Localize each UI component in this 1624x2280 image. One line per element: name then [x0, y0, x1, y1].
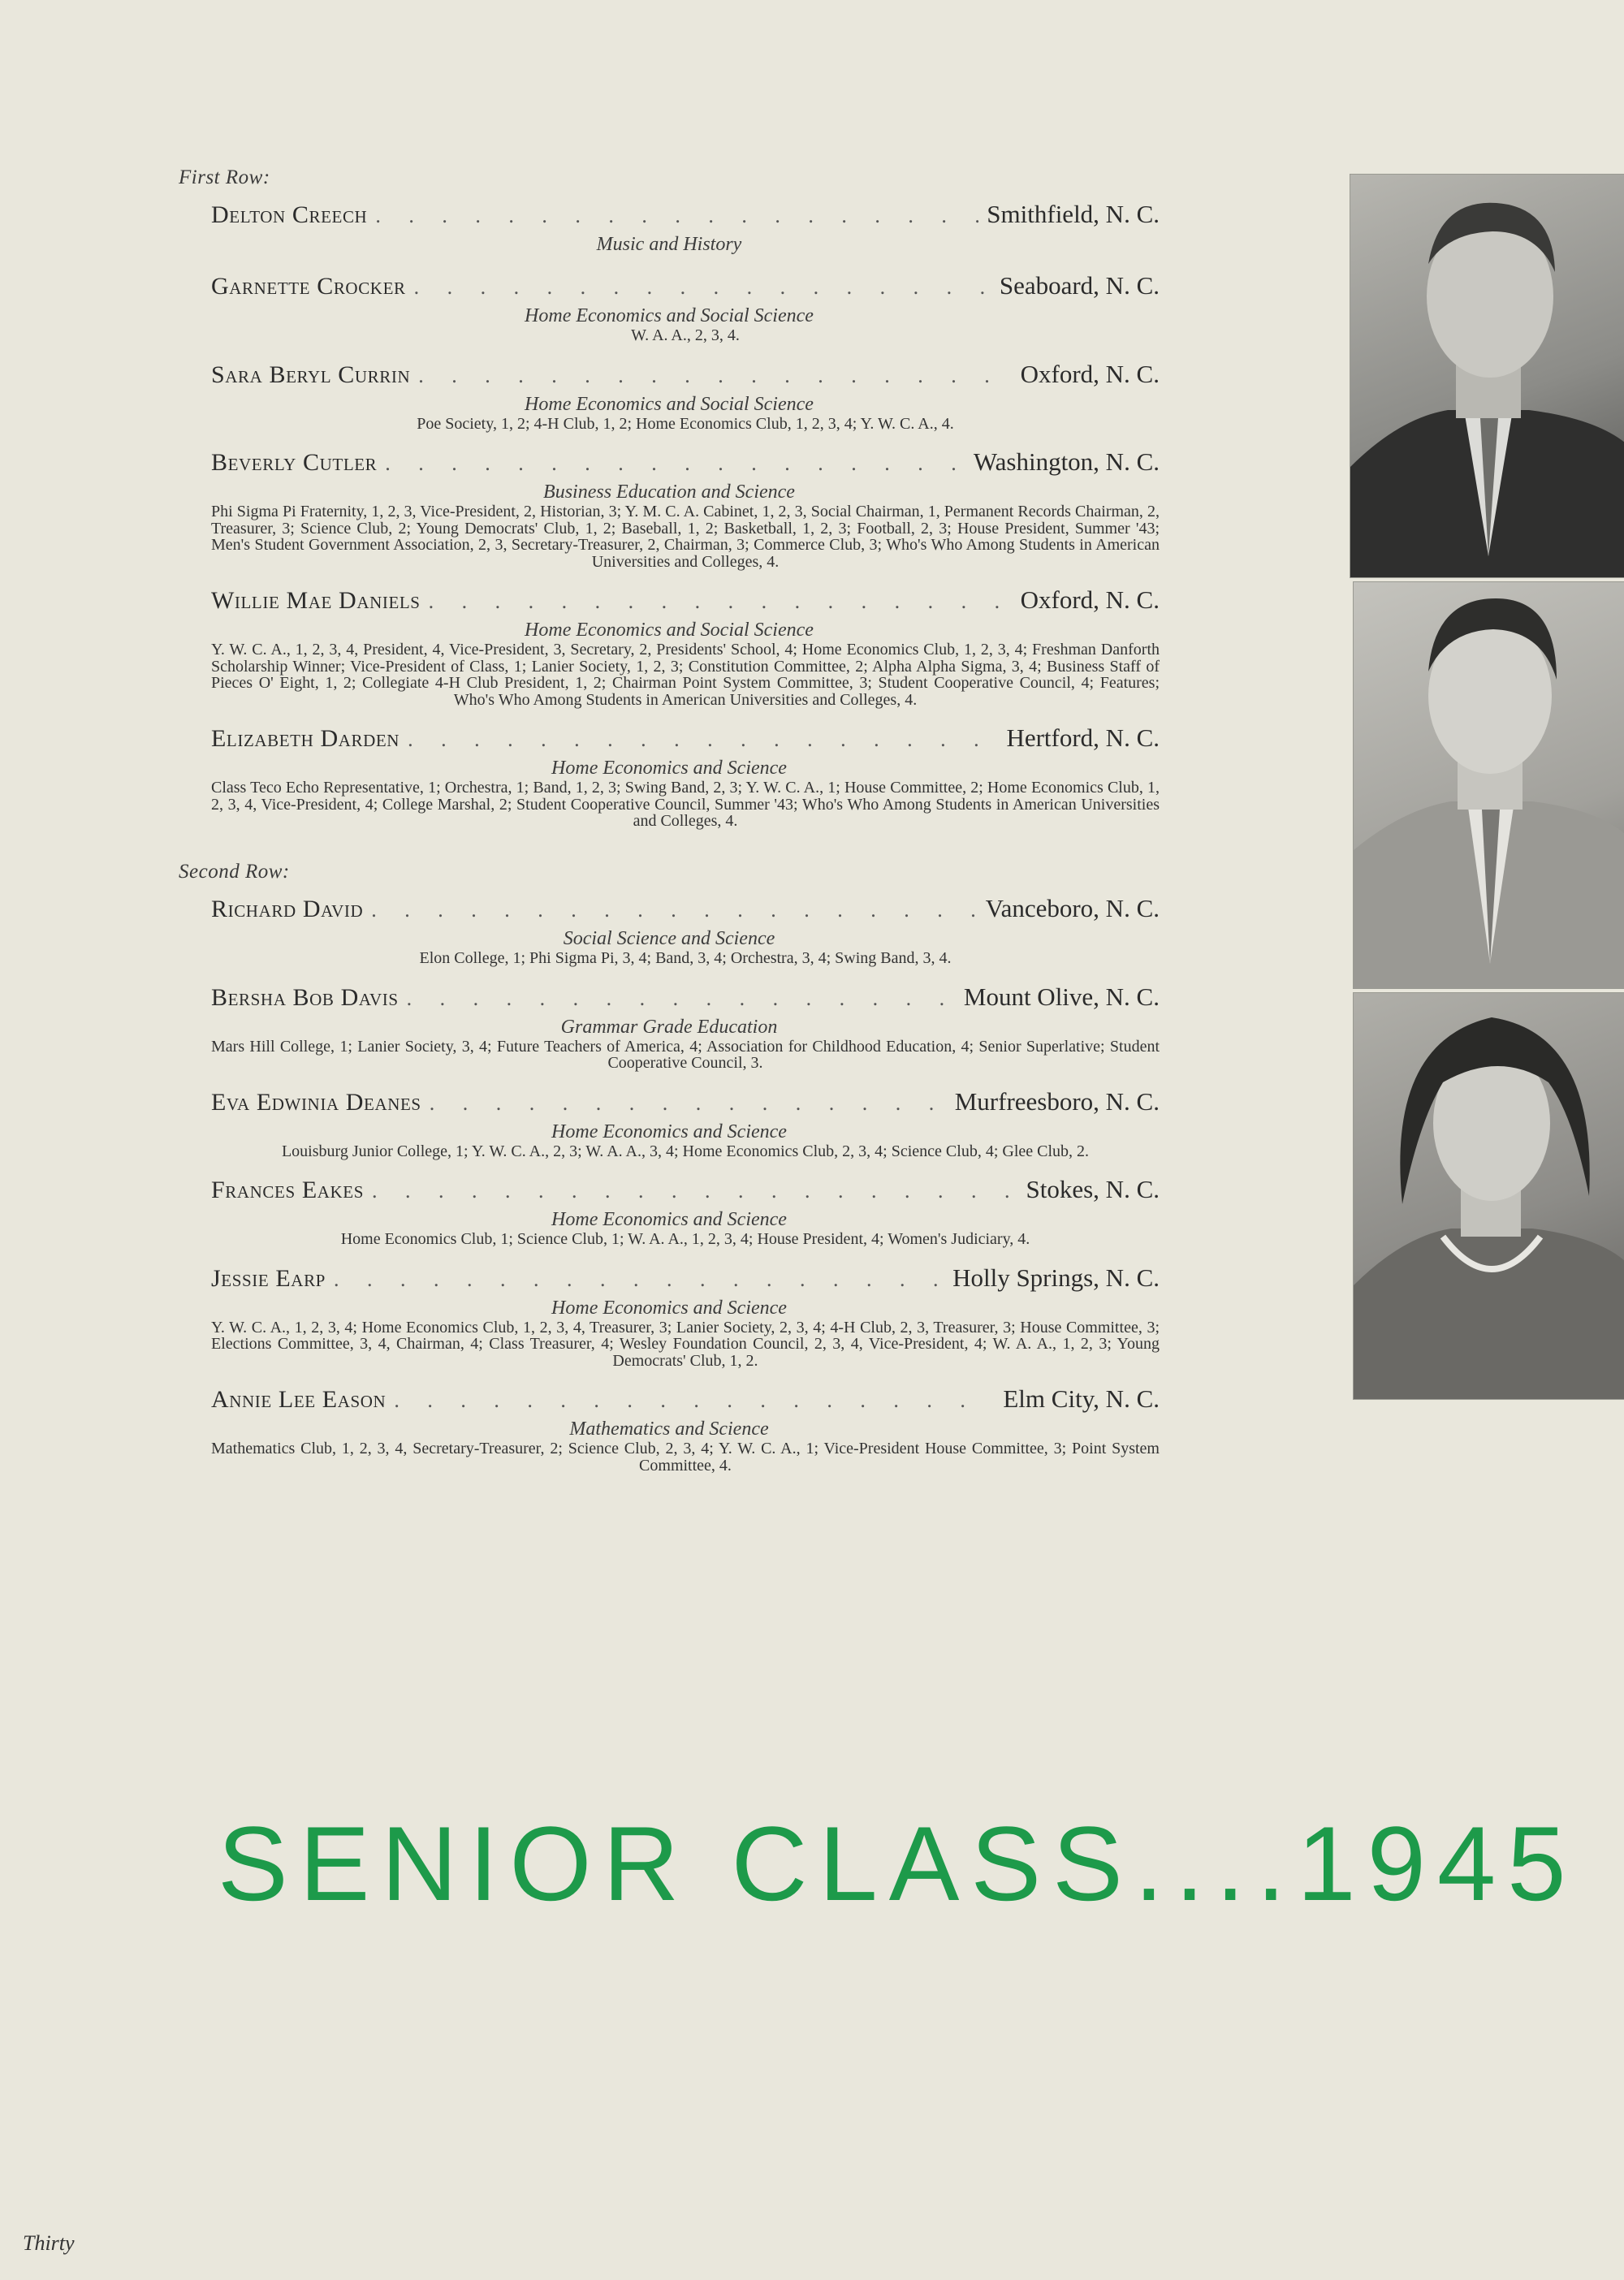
student-name: Eva Edwinia Deanes	[211, 1088, 421, 1116]
hometown: Hertford, N. C.	[1006, 723, 1160, 752]
name-line	[179, 199, 1160, 231]
hometown: Stokes, N. C.	[1026, 1175, 1160, 1203]
first-row-section	[179, 166, 1160, 844]
hometown: Oxford, N. C.	[1020, 585, 1160, 614]
hometown: Smithfield, N. C.	[987, 200, 1160, 228]
activities-list: Elon College, 1; Phi Sigma Pi, 3, 4; Band, 3, 4; Orchestra, 3, 4; Swing Band, 3, 4.	[419, 949, 952, 967]
student-name: Willie Mae Daniels	[211, 587, 421, 614]
senior-entry	[179, 585, 1160, 708]
name-line	[179, 1174, 1160, 1207]
portrait-man-icon	[1354, 582, 1624, 988]
major-subjects: Home Economics and Science	[551, 758, 787, 779]
senior-class-headline: SENIOR CLASS....1945	[218, 1804, 1578, 1923]
dot-leader	[372, 1176, 1018, 1207]
dot-leader	[408, 724, 998, 755]
activities-list: Y. W. C. A., 1, 2, 3, 4; Home Economics Club, 1, 2, 3, 4, Treasurer, 3; Lanier Society, 2, 3, 4; 4-H Club, 2, 3, Treasurer, 3; House Committee, 3; Elections Committee, 3, 4, Chairman, 4; Class Treasurer, 4; Wesley Foundation Council, 2, 3, 4, Vice-President, 4; W. A. A., 1, 2, 3; Young Democrats' Club, 1, 2.	[211, 1318, 1160, 1370]
name-line	[179, 447, 1160, 479]
senior-portrait-photo	[1353, 581, 1624, 989]
senior-entry	[179, 723, 1160, 830]
dot-leader	[414, 272, 991, 303]
name-line	[179, 982, 1160, 1014]
dot-leader	[430, 1088, 947, 1119]
dot-leader	[334, 1264, 944, 1295]
major-subjects: Home Economics and Social Science	[525, 305, 814, 326]
major-subjects: Mathematics and Science	[569, 1419, 769, 1440]
row-label: First Row:	[179, 166, 270, 188]
activities-list: Louisburg Junior College, 1; Y. W. C. A., 2, 3; W. A. A., 3, 4; Home Economics Club, 2, 3, 4; Science Club, 4; Glee Club, 2.	[281, 1142, 1090, 1160]
activities-list: Mars Hill College, 1; Lanier Society, 3, 4; Future Teachers of America, 4; Association for Childhood Education, 4; Senior Superlative; Student Cooperative Council, 3.	[211, 1037, 1160, 1072]
hometown: Holly Springs, N. C.	[952, 1263, 1160, 1292]
senior-entry	[179, 893, 1160, 967]
hometown: Washington, N. C.	[973, 447, 1160, 476]
portrait-man-icon	[1350, 175, 1624, 577]
activities-list: Phi Sigma Pi Fraternity, 1, 2, 3, Vice-President, 2, Historian, 3; Y. M. C. A. Cabinet, 1, 2, 3, Social Chairman, 1, Permanent Records Chairman, 2, Treasurer, 3; Science Club, 2; Young Democrats' Club, 1, 2; Baseball, 1, 2; Basketball, 1, 2, 3; Football, 2, 3; House President, Summer '43; Men's Student Government Association, 2, 3, Secretary-Treasurer, 2, Chairman, 3; Commerce Club, 3; Who's Who Among Students in American Universities and Colleges, 4.	[211, 503, 1160, 571]
major-subjects: Home Economics and Social Science	[525, 393, 814, 415]
activities-list: W. A. A., 2, 3, 4.	[631, 326, 740, 344]
dot-leader	[394, 1385, 995, 1416]
senior-entry	[179, 982, 1160, 1072]
student-name: Sara Beryl Currin	[211, 361, 411, 388]
major-subjects: Social Science and Science	[563, 928, 775, 949]
dot-leader	[418, 361, 1012, 391]
entry-list	[179, 199, 1160, 830]
name-line	[179, 585, 1160, 617]
senior-entry	[179, 447, 1160, 570]
hometown: Mount Olive, N. C.	[963, 982, 1160, 1011]
major-subjects: Music and History	[596, 234, 742, 255]
hometown: Elm City, N. C.	[1003, 1384, 1160, 1413]
hometown: Oxford, N. C.	[1020, 359, 1160, 388]
student-name: Delton Creech	[211, 201, 368, 228]
student-name: Frances Eakes	[211, 1177, 364, 1203]
name-line	[179, 359, 1160, 391]
dot-leader	[375, 201, 978, 231]
name-line	[179, 1086, 1160, 1119]
name-line	[179, 270, 1160, 303]
major-subjects: Home Economics and Science	[551, 1209, 787, 1230]
row-label: Second Row:	[179, 861, 290, 883]
hometown: Vanceboro, N. C.	[985, 894, 1160, 922]
entry-list	[179, 893, 1160, 1474]
activities-list: Poe Society, 1, 2; 4-H Club, 1, 2; Home Economics Club, 1, 2, 3, 4; Y. W. C. A., 4.	[417, 414, 954, 433]
student-name: Jessie Earp	[211, 1264, 326, 1292]
activities-list: Class Teco Echo Representative, 1; Orchestra, 1; Band, 1, 2, 3; Swing Band, 2, 3; Y. W. C. A., 1; House Committee, 2; Home Economics Club, 1, 2, 3, 4, Vice-President, 4; College Marshal, 2; Student Cooperative Council, Summer '43; Who's Who Among Students in American Universities and Colleges, 4.	[211, 779, 1160, 830]
student-name: Garnette Crocker	[211, 273, 406, 300]
senior-portrait-photo	[1353, 992, 1624, 1400]
hometown: Seaboard, N. C.	[999, 271, 1160, 300]
senior-portrait-photo	[1350, 174, 1624, 578]
senior-entry	[179, 270, 1160, 344]
senior-entry	[179, 1174, 1160, 1248]
activities-list: Mathematics Club, 1, 2, 3, 4, Secretary-Treasurer, 2; Science Club, 2, 3, 4; Y. W. C. A., 1; Vice-President House Committee, 3; Point System Committee, 4.	[211, 1440, 1160, 1475]
student-name: Elizabeth Darden	[211, 725, 400, 752]
dot-leader	[371, 895, 977, 926]
senior-entry	[179, 1263, 1160, 1370]
hometown: Murfreesboro, N. C.	[954, 1086, 1160, 1116]
major-subjects: Business Education and Science	[543, 481, 795, 503]
student-name: Bersha Bob Davis	[211, 983, 399, 1011]
senior-entry	[179, 359, 1160, 433]
student-name: Beverly Cutler	[211, 449, 378, 476]
name-line	[179, 1384, 1160, 1416]
major-subjects: Home Economics and Social Science	[525, 620, 814, 641]
dot-leader	[429, 586, 1013, 617]
dot-leader	[407, 983, 956, 1014]
student-name: Richard David	[211, 896, 364, 922]
major-subjects: Grammar Grade Education	[560, 1016, 778, 1038]
name-line	[179, 1263, 1160, 1295]
name-line	[179, 893, 1160, 926]
portrait-woman-icon	[1354, 993, 1624, 1399]
name-line	[179, 723, 1160, 755]
activities-list: Y. W. C. A., 1, 2, 3, 4, President, 4, Vice-President, 3, Secretary, 2, Presidents' School, 4; Home Economics Club, 1, 2, 3, 4; Freshman Danforth Scholarship Winner; Vice-President of Class, 1; Lanier Society, 1, 2, 3; Constitution Committee, 2; Alpha Alpha Sigma, 3, 4; Business Staff of Pieces O' Eight, 1, 2; Collegiate 4-H Club President, 1, 2; Chairman Point System Committee, 3; Student Cooperative Council, 4; Features; Who's Who Among Students in American Universities and Colleges, 4.	[211, 641, 1160, 709]
student-name: Annie Lee Eason	[211, 1386, 387, 1413]
page-number: Thirty	[23, 2231, 75, 2255]
senior-entry	[179, 1086, 1160, 1160]
major-subjects: Home Economics and Science	[551, 1297, 787, 1319]
senior-entry	[179, 199, 1160, 256]
second-row-section	[179, 861, 1160, 1488]
major-subjects: Home Economics and Science	[551, 1121, 787, 1142]
dot-leader	[385, 448, 965, 479]
activities-list: Home Economics Club, 1; Science Club, 1; W. A. A., 1, 2, 3, 4; House President, 4; Women's Judiciary, 4.	[340, 1230, 1030, 1248]
senior-entry	[179, 1384, 1160, 1474]
